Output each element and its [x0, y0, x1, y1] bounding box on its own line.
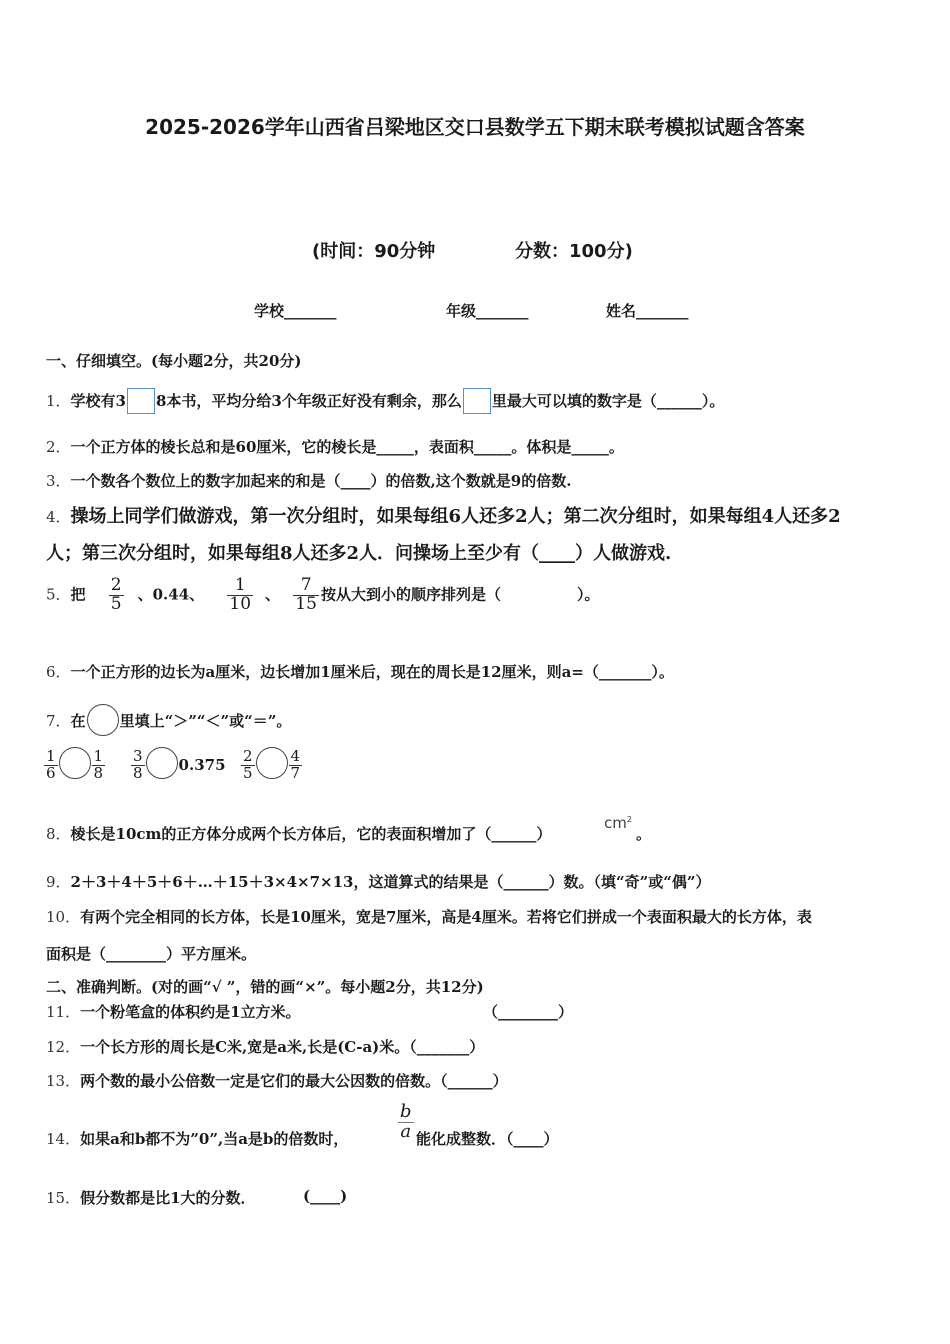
question-text: 一个数各个数位上的数字加起来的和是（____）的倍数,这个数就是9的倍数. — [70, 472, 572, 490]
fraction-4-7: $\frac{4}{7}$ — [290, 746, 301, 782]
fraction-b-a: $\frac{b}{a}$ — [400, 1101, 412, 1142]
question-number: 10． — [46, 908, 81, 926]
question-number: 3． — [46, 472, 71, 490]
question-number: 7． — [46, 712, 71, 730]
comparison-circle — [146, 747, 178, 779]
question-text: 、 — [265, 585, 281, 604]
question-number: 5． — [46, 585, 71, 604]
comparison-pair-3 — [241, 747, 302, 781]
comparison-circle — [59, 747, 91, 779]
question-15 — [46, 1187, 256, 1208]
name-field: 姓名_______ — [606, 302, 689, 320]
question-12 — [46, 1036, 484, 1057]
blank-square — [463, 388, 491, 414]
question-4 — [46, 502, 841, 528]
question-number: 14． — [46, 1130, 81, 1148]
question-10 — [46, 906, 812, 927]
question-text: 里最大可以填的数字是（______）。 — [491, 392, 725, 410]
exam-score: 分数：100分) — [515, 241, 633, 262]
question-number: 12． — [46, 1038, 81, 1056]
question-number: 8． — [46, 825, 71, 843]
blank-square — [127, 388, 155, 414]
question-text: 一个正方形的边长为a厘米，边长增加1厘米后，现在的周长是12厘米，则a=（_______）。 — [70, 663, 674, 681]
question-13 — [46, 1070, 508, 1091]
question-7 — [46, 704, 291, 736]
question-text: 假分数都是比1大的分数． — [80, 1189, 256, 1207]
question-text: 有两个完全相同的长方体，长是10厘米，宽是7厘米，高是4厘米。若将它们拼成一个表面积最大的长方体，表 — [80, 908, 812, 926]
section-1-heading: 一、仔细填空。(每小题2分，共20分) — [46, 352, 302, 370]
question-9 — [46, 871, 711, 892]
exam-time: (时间：90分钟 — [312, 241, 436, 262]
question-text: 一个正方体的棱长总和是60厘米，它的棱长是_____，表面积_____。体积是_____。 — [70, 438, 624, 456]
question-text: 棱长是10cm的正方体分成两个长方体后，它的表面积增加了（______） — [70, 825, 552, 843]
fraction-1-8: $\frac{1}{8}$ — [93, 746, 104, 782]
question-text: 学校有3 — [70, 392, 126, 410]
question-14 — [46, 1128, 348, 1149]
question-4-continued: 人；第三次分组时，如果每组8人还多2人．问操场上至少有（____）人做游戏. — [46, 543, 672, 564]
section-2-heading: 二、准确判断。(对的画“√ ”，错的画“×”。每小题2分，共12分) — [46, 978, 484, 996]
question-11 — [46, 1001, 301, 1022]
question-3 — [46, 470, 571, 491]
decimal-value: 0.375 — [178, 756, 226, 774]
question-text: 、0.44、 — [137, 585, 205, 604]
question-number: 15． — [46, 1189, 81, 1207]
question-14-end: 能化成整数．（____） — [416, 1130, 559, 1148]
fraction-3-8: $\frac{3}{8}$ — [133, 746, 143, 782]
question-1 — [46, 388, 724, 414]
question-number: 2． — [46, 438, 71, 456]
question-number: 6． — [46, 663, 71, 681]
question-number: 1． — [46, 392, 71, 410]
question-2 — [46, 436, 624, 457]
question-number: 9． — [46, 873, 71, 891]
question-text: 一个长方形的周长是C米,宽是a米,长是(C-a)米。（_______） — [80, 1038, 485, 1056]
question-text: 里填上“＞”“＜”或“＝”。 — [119, 712, 292, 730]
question-5 — [46, 577, 599, 614]
question-6 — [46, 661, 674, 682]
page-title: 2025-2026学年山西省吕梁地区交口县数学五下期末联考模拟试题含答案 — [145, 115, 805, 139]
question-text: 把 — [70, 585, 86, 604]
school-field: 学校_______ — [254, 302, 337, 320]
comparison-circle — [256, 747, 288, 779]
question-text: 按从大到小的顺序排列是（ — [320, 585, 501, 604]
question-text: 2＋3＋4＋5＋6＋…＋15＋3×4×7×13，这道算式的结果是（______）数。（填“奇”或“偶”） — [70, 873, 711, 891]
fraction-7-15: $\frac{7}{15}$ — [295, 575, 317, 614]
question-number: 11． — [46, 1003, 81, 1021]
comparison-pair-2 — [131, 747, 226, 781]
question-text: 操场上同学们做游戏，第一次分组时，如果每组6人还多2人；第二次分组时，如果每组4人还多2 — [70, 506, 841, 527]
fraction-1-6: $\frac{1}{6}$ — [46, 746, 56, 782]
answer-blank: （________） — [483, 1003, 574, 1021]
unit-cm2: $cm^2$ — [604, 814, 632, 832]
question-number: 13． — [46, 1072, 81, 1090]
question-8 — [46, 823, 551, 844]
grade-field: 年级_______ — [446, 302, 529, 320]
question-text: ）。 — [576, 585, 600, 604]
question-number: 4． — [46, 508, 71, 526]
fraction-2-5: $\frac{2}{5}$ — [243, 746, 253, 782]
question-8-end: 。 — [636, 825, 652, 843]
blank-circle — [87, 704, 119, 736]
answer-blank: (____) — [303, 1187, 348, 1205]
comparison-pair-1 — [44, 747, 105, 781]
question-text: 两个数的最小公倍数一定是它们的最大公因数的倍数。（______） — [80, 1072, 508, 1090]
question-text: 一个粉笔盒的体积约是1立方米。 — [80, 1003, 301, 1021]
fraction-2-5: $\frac{2}{5}$ — [110, 575, 122, 614]
question-text: 8本书，平均分给3个年级正好没有剩余，那么 — [155, 392, 462, 410]
fraction-1-10: $\frac{1}{10}$ — [229, 575, 252, 614]
question-10-continued: 面积是（________）平方厘米。 — [46, 945, 257, 963]
question-text: 如果a和b都不为”0”,当a是b的倍数时， — [80, 1130, 349, 1148]
question-text: 在 — [70, 712, 86, 730]
